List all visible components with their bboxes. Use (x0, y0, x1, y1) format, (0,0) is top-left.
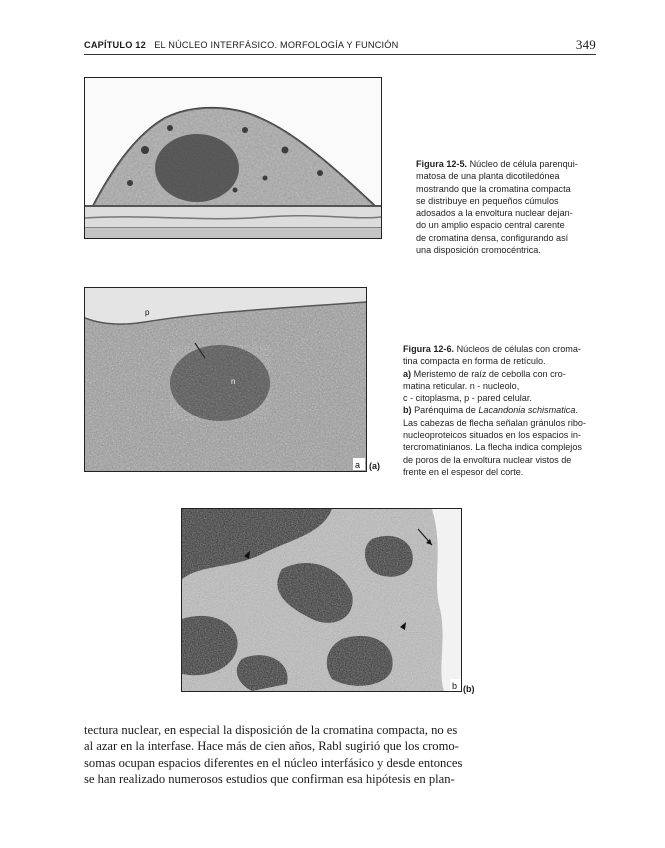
body-line: somas ocupan espacios diferentes en el núcleo interfásico y desde entonces (84, 755, 463, 770)
caption-line: Figura 12-5. Núcleo de célula parenqui- (416, 159, 578, 169)
caption-line: a) Meristemo de raíz de cebolla con cro- (403, 368, 566, 379)
running-head (84, 37, 596, 54)
micrograph-onion-meristem-image (85, 288, 366, 471)
figure-12-5-micrograph (84, 77, 382, 239)
caption-line: b) Parénquima de Lacandonia schismatica. (403, 405, 578, 416)
figure-12-6-caption (403, 343, 598, 478)
panel-b-inner-label: b (452, 681, 458, 691)
label-n: n (231, 377, 236, 386)
caption-line: Figura 12-6. Núcleos de células con croma- (403, 344, 581, 354)
figure-12-5-caption (416, 158, 596, 256)
caption-label: Figura 12-5. (416, 159, 468, 169)
caption-label: Figura 12-6. (403, 344, 455, 354)
panel-a-tag: (a) (369, 461, 380, 471)
caption-line: mostrando que la cromatina compacta (416, 183, 571, 194)
caption-line: una disposición cromocéntrica. (416, 245, 541, 256)
body-paragraph (84, 722, 466, 788)
figure-12-6a-micrograph (84, 287, 367, 472)
chapter-label: CAPÍTULO 12 (84, 40, 146, 50)
micrograph-lacandonia-image (182, 509, 461, 691)
body-line: tectura nuclear, en especial la disposición de la cromatina compacta, no es (84, 723, 458, 737)
caption-line: se distribuye en pequeños cúmulos (416, 195, 559, 206)
caption-line: nucleoproteicos situados en los espacios in- (403, 430, 581, 441)
caption-line: do un amplio espacio central carente (416, 220, 565, 231)
caption-line: matosa de una planta dicotiledónea (416, 171, 560, 182)
label-p: p (145, 308, 150, 317)
panel-b-tag: (b) (463, 684, 475, 694)
body-line: se han realizado numerosos estudios que confirman esa hipótesis en plan- (84, 772, 455, 787)
micrograph-cell-nucleus-image (85, 78, 381, 238)
caption-line: tina compacta en forma de retículo. (403, 356, 546, 367)
caption-line: de cromatina densa, configurando así (416, 232, 569, 243)
caption-line: matina reticular. n - nucleolo, (403, 380, 520, 391)
caption-line: c - citoplasma, p - pared celular. (403, 393, 532, 404)
caption-line: tercromatinianos. La flecha indica complejos (403, 442, 582, 453)
caption-line: de poros de la envoltura nuclear vistos de (403, 454, 572, 465)
caption-line: frente en el espesor del corte. (403, 466, 524, 477)
caption-line: Las cabezas de flecha señalan gránulos ribo- (403, 417, 587, 428)
header-rule (84, 54, 596, 55)
caption-line: adosados a la envoltura nuclear dejan- (416, 208, 573, 219)
page-number: 349 (575, 37, 596, 52)
panel-a-inner-label: a (355, 460, 361, 470)
body-line: al azar en la interfase. Hace más de cien años, Rabl sugirió que los cromo- (84, 739, 459, 754)
figure-12-6b-micrograph (181, 508, 462, 692)
chapter-title: EL NÚCLEO INTERFÁSICO. MORFOLOGÍA Y FUNCIÓN (154, 40, 399, 50)
